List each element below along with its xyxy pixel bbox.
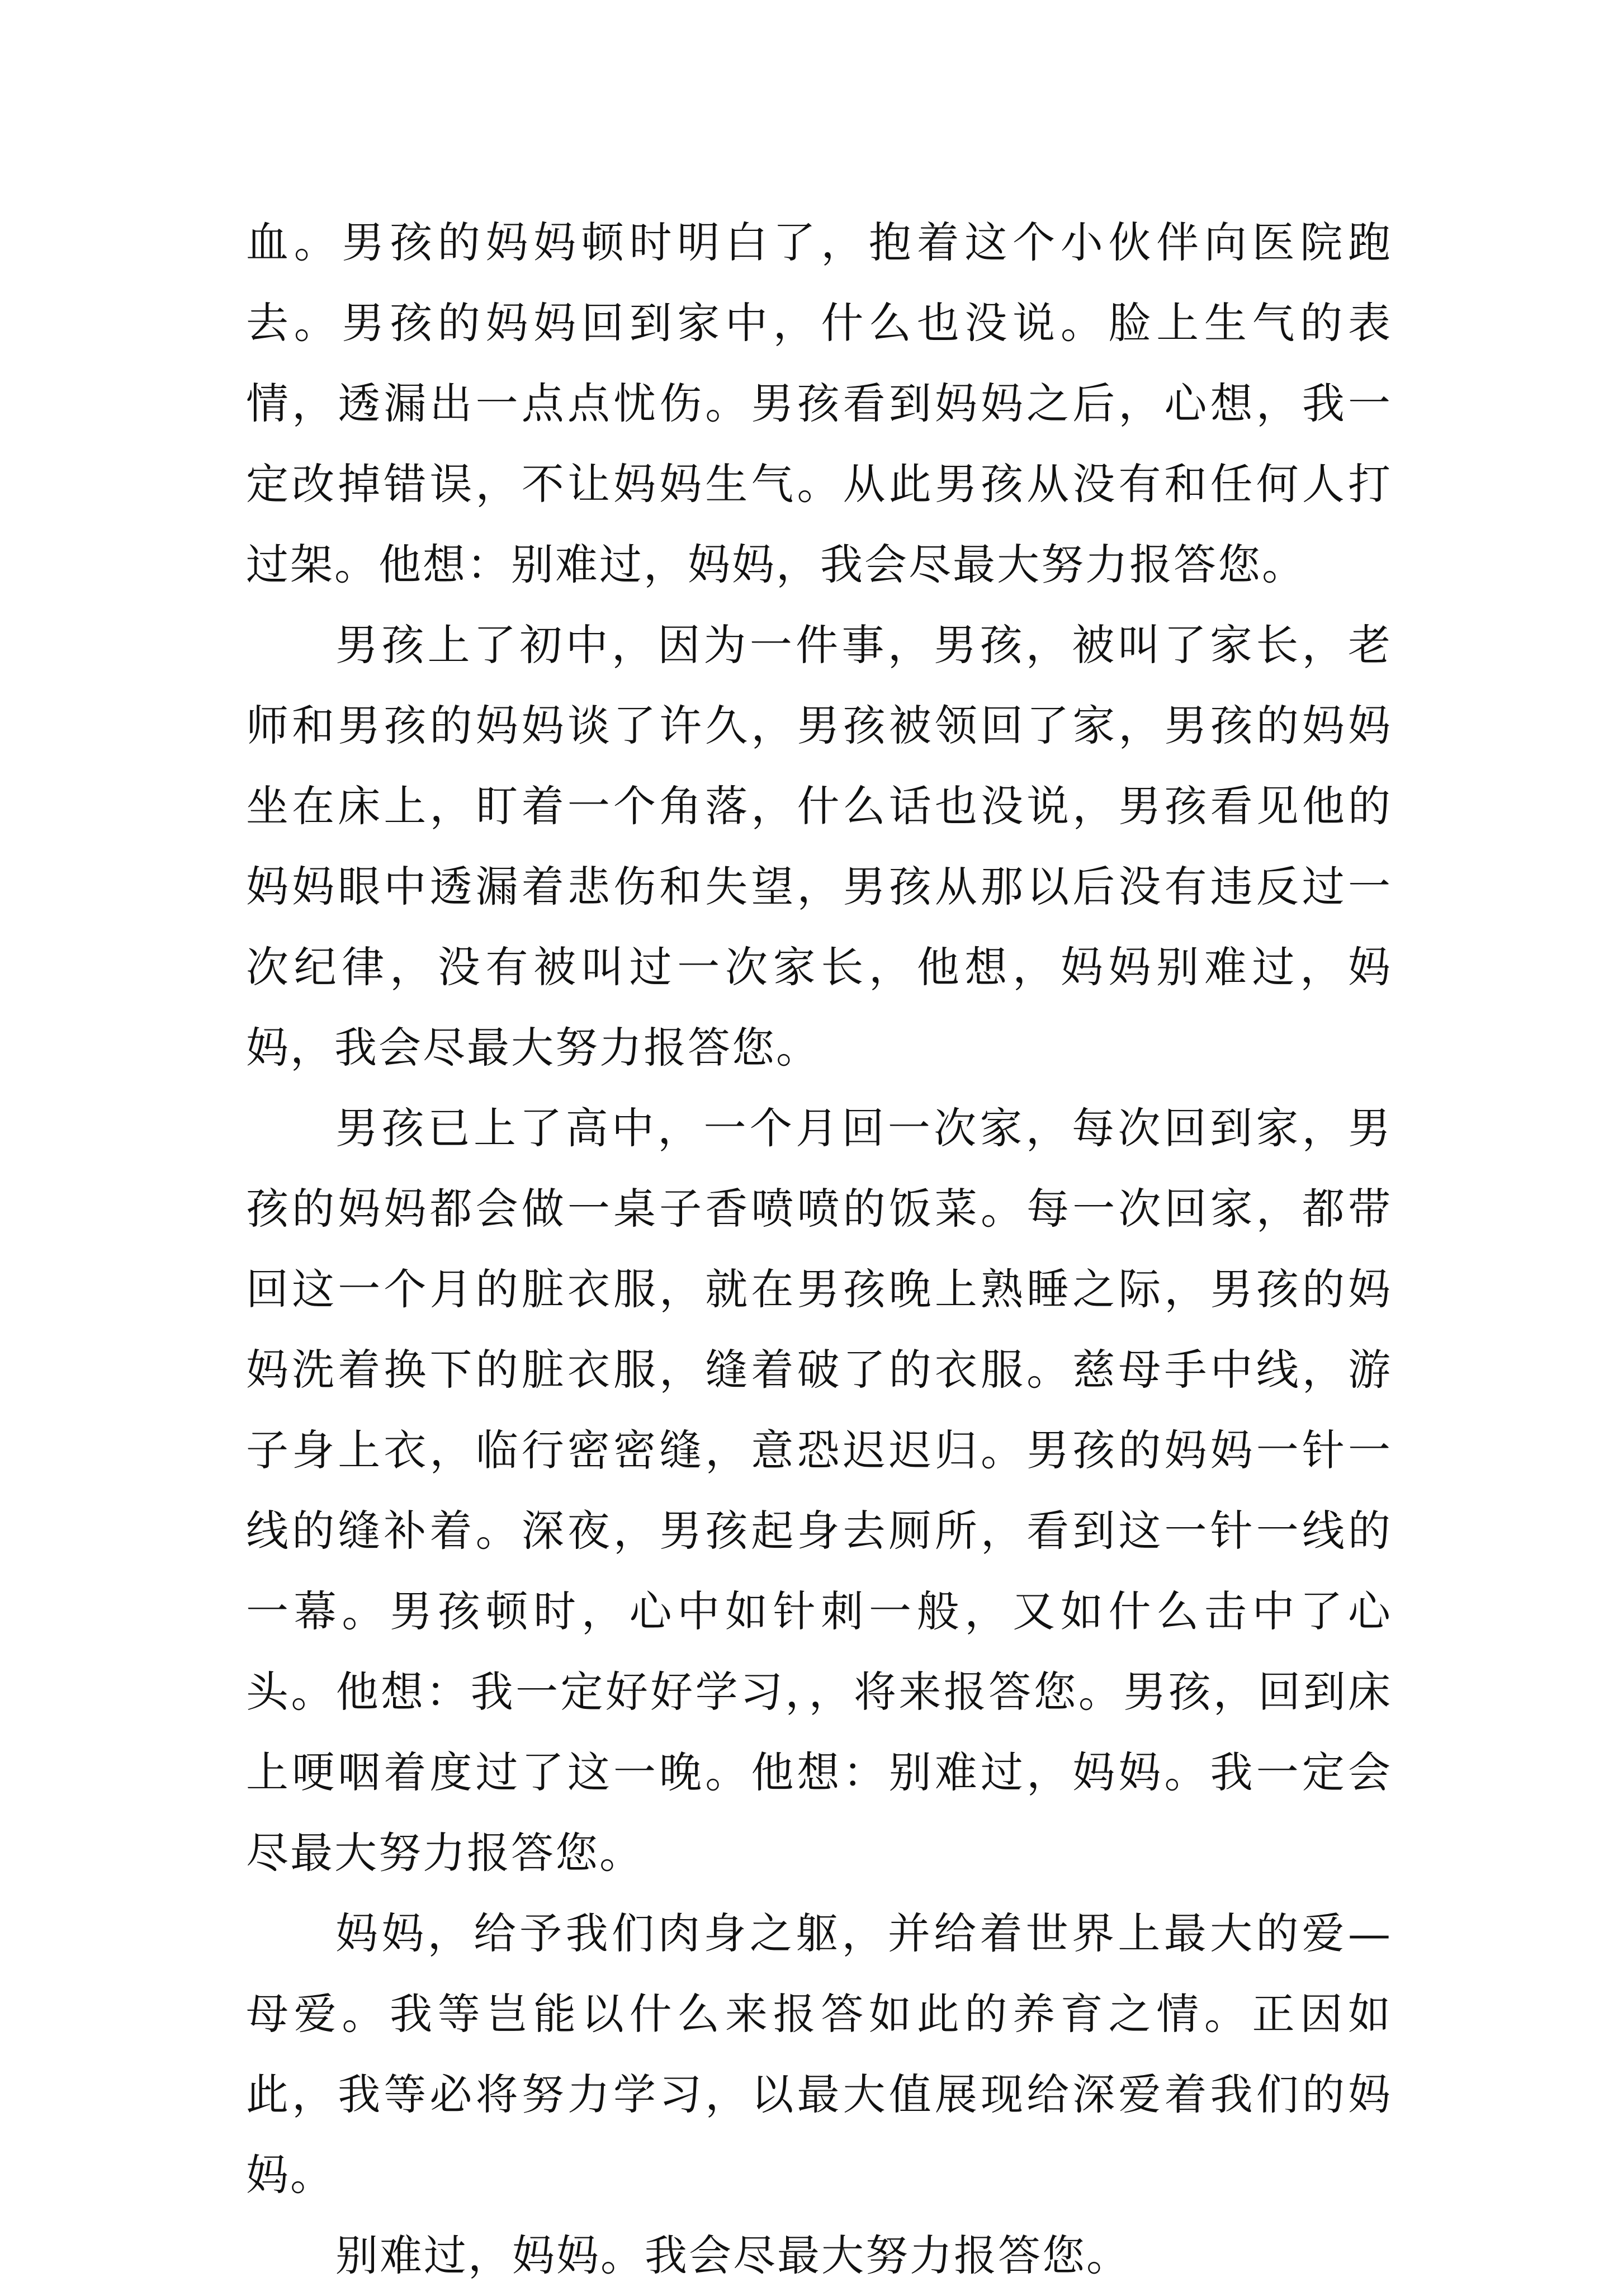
paragraph-4: 妈妈，给予我们肉身之躯，并给着世界上最大的爱—母爱。我等岂能以什么来报答如此的养育之情。正因如此，我等必将努力学习，以最大值展现给深爱着我们的妈妈。 <box>246 1908 1392 2200</box>
paragraph-1: 血。男孩的妈妈顿时明白了，抱着这个小伙伴向医院跑去。男孩的妈妈回到家中，什么也没说。脸上生气的表情，透漏出一点点忧伤。男孩看到妈妈之后，心想，我一定改掉错误，不让妈妈生气。从此男孩从没有和任何人打过架。他想：别难过，妈妈，我会尽最大努力报答您。 <box>246 218 1392 589</box>
document-body <box>246 202 1392 2296</box>
paragraph-2: 男孩上了初中，因为一件事，男孩，被叫了家长，老师和男孩的妈妈谈了许久，男孩被领回了家，男孩的妈妈坐在床上，盯着一个角落，什么话也没说，男孩看见他的妈妈眼中透漏着悲伤和失望，男孩从那以后没有违反过一次纪律，没有被叫过一次家长，他想，妈妈别难过，妈妈，我会尽最大努力报答您。 <box>246 620 1392 1073</box>
paragraph-5: 别难过，妈妈。我会尽最大努力报答您。 <box>335 2231 1130 2280</box>
paragraph-3: 男孩已上了高中，一个月回一次家，每次回到家，男孩的妈妈都会做一桌子香喷喷的饭菜。每一次回家，都带回这一个月的脏衣服，就在男孩晚上熟睡之际，男孩的妈妈洗着换下的脏衣服，缝着破了的衣服。慈母手中线，游子身上衣，临行密密缝，意恐迟迟归。男孩的妈妈一针一线的缝补着。深夜，男孩起身去厕所，看到这一针一线的一幕。男孩顿时，心中如针刺一般，又如什么击中了心头。他想：我一定好好学习，，将来报答您。男孩，回到床上哽咽着度过了这一晚。他想：别难过，妈妈。我一定会尽最大努力报答您。 <box>246 1103 1392 1878</box>
